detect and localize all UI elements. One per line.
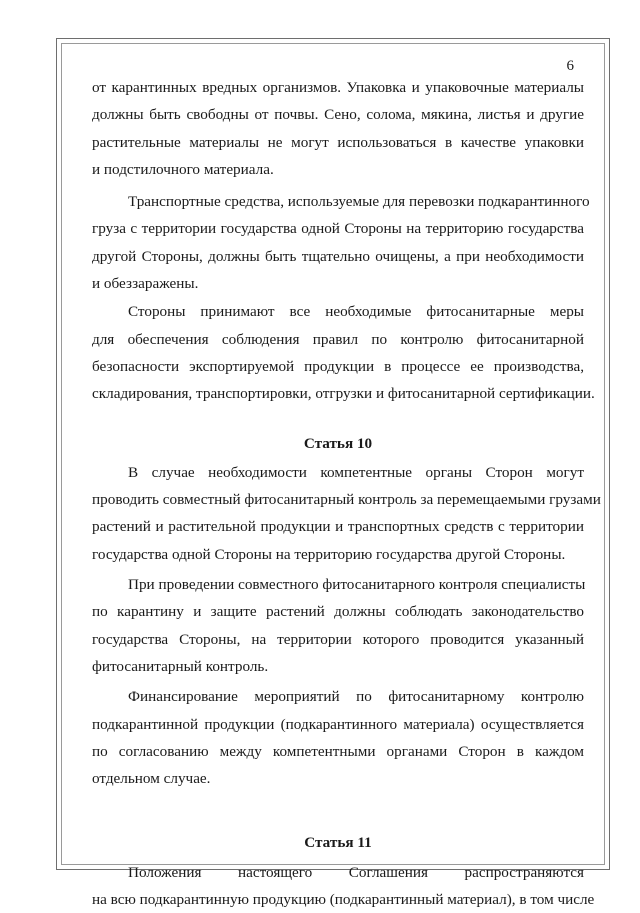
paragraph-packaging — [92, 74, 584, 183]
page-number: 6 — [566, 58, 574, 74]
document-body — [92, 74, 601, 913]
article-11-heading: Статья 11 — [304, 834, 372, 852]
text-line: и подстилочного материала. — [92, 160, 274, 178]
text-line: отдельном случае. — [92, 770, 211, 788]
text-line: Транспортные средства, используемые для перевозки подкарантинного — [128, 193, 590, 211]
text-line: государства Стороны, на территории которого проводится указанный — [92, 630, 584, 648]
text-line: и обеззаражены. — [92, 275, 199, 293]
paragraph-financing — [92, 683, 584, 792]
text-line: от карантинных вредных организмов. Упаковка и упаковочные материалы — [92, 79, 584, 96]
text-line: Стороны принимают все необходимые фитосанитарные меры — [128, 303, 584, 321]
text-line: безопасности экспортируемой продукции в процессе ее производства, — [92, 357, 584, 375]
text-line: должны быть свободны от почвы. Сено, солома, мякина, листья и другие — [92, 106, 584, 124]
text-line: проводить совместный фитосанитарный контроль за перемещаемыми грузами — [92, 491, 601, 509]
text-line: растительные материалы не могут использоваться в качестве упаковки — [92, 133, 584, 151]
text-line: В случае необходимости компетентные органы Сторон могут — [128, 463, 584, 481]
text-line: для обеспечения соблюдения правил по контролю фитосанитарной — [92, 330, 584, 348]
text-line: государства одной Стороны на территорию государства другой Стороны. — [92, 545, 566, 563]
text-line: Положения настоящего Соглашения распространяются — [128, 863, 584, 881]
article-10-heading: Статья 10 — [303, 434, 373, 452]
text-line: складирования, транспортировки, отгрузки и фитосанитарной сертификации. — [92, 385, 595, 403]
text-line: Финансирование мероприятий по фитосанитарному контролю — [128, 688, 584, 706]
text-line: растений и растительной продукции и транспортных средств с территории — [92, 518, 584, 536]
text-line: другой Стороны, должны быть тщательно очищены, а при необходимости — [92, 247, 584, 265]
text-line: по согласованию между компетентными органами Сторон в каждом — [92, 742, 584, 760]
paragraph-joint-control — [92, 459, 601, 568]
paragraph-specialists — [92, 571, 584, 680]
text-line: подкарантинной продукции (подкарантинного материала) осуществляется — [92, 715, 584, 733]
text-line: фитосанитарный контроль. — [92, 657, 269, 675]
paragraph-vehicles — [92, 188, 590, 297]
paragraph-measures — [92, 298, 595, 407]
text-line: на всю подкарантинную продукцию (подкарантинный материал), в том числе — [92, 891, 595, 909]
text-line: груза с территории государства одной Стороны на территорию государства — [92, 220, 584, 238]
text-line: по карантину и защите растений должны соблюдать законодательство — [92, 603, 584, 621]
text-line: При проведении совместного фитосанитарного контроля специалисты — [128, 576, 586, 594]
